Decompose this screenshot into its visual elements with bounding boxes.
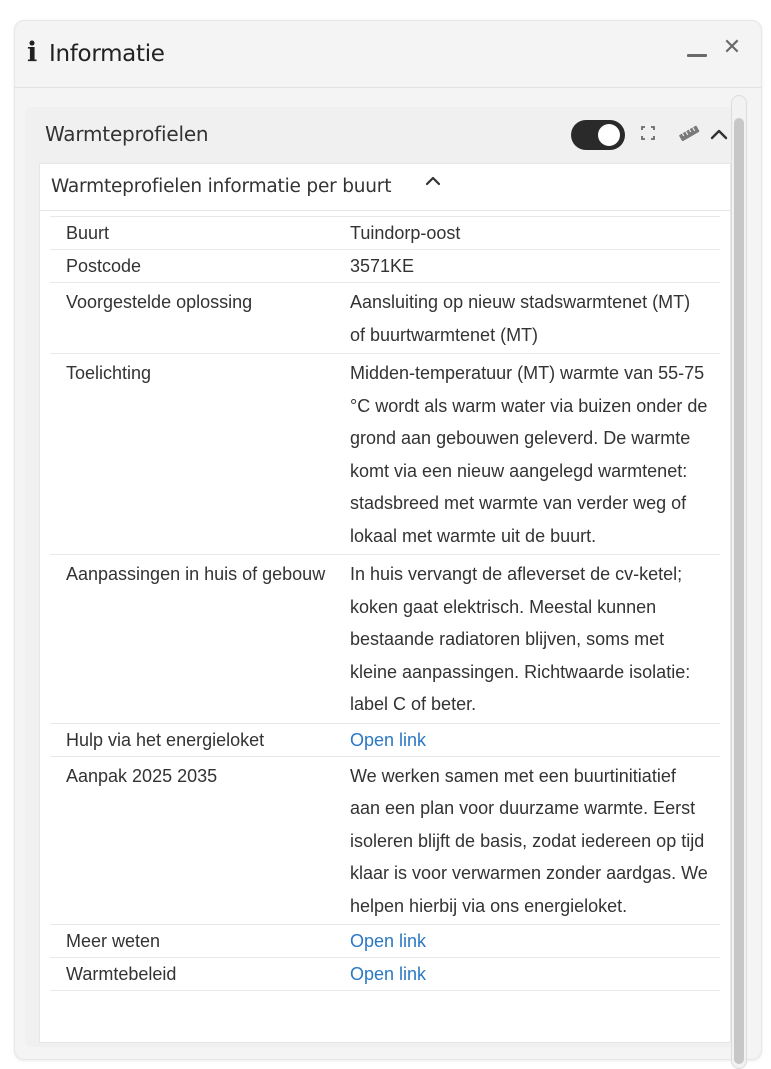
table-row <box>50 250 720 283</box>
section-title: Warmteprofielen informatie per buurt <box>51 176 392 197</box>
chevron-up-icon[interactable] <box>709 124 729 144</box>
chevron-up-icon <box>424 173 442 189</box>
panel-title: Informatie <box>49 41 165 67</box>
warmteprofielen-card <box>25 107 747 1047</box>
meer-weten-link[interactable]: Open link <box>350 931 427 951</box>
row-label: Aanpak 2025 2035 <box>50 756 350 925</box>
scrollbar-thumb[interactable] <box>734 118 744 1064</box>
energieloket-link[interactable]: Open link <box>350 729 427 750</box>
row-value: Aansluiting op nieuw stadswarmtenet (MT) of buurtwarmtenet (MT) <box>350 283 720 354</box>
table-row <box>50 925 720 958</box>
table-row <box>50 283 720 354</box>
close-button[interactable] <box>721 37 743 59</box>
info-table <box>50 216 720 991</box>
row-value: Tuindorp-oost <box>350 217 720 250</box>
row-label: Warmtebeleid <box>50 958 350 991</box>
row-value: In huis vervangt de afleverset de cv-ketel; koken gaat elektrisch. Meestal kunnen bestaande radiatoren blijven, soms met kleine aanpassingen. Richtwaarde isolatie: label C of beter. <box>350 555 720 724</box>
minimize-button[interactable] <box>686 45 708 67</box>
table-row <box>50 555 720 724</box>
row-value: We werken samen met een buurtinitiatief aan een plan voor duurzame warmte. Eerst isoleren blijft de basis, zodat iedereen op tijd klaar is voor verwarmen zonder aardgas. We helpen hierbij via ons energieloket. <box>350 756 720 925</box>
row-label: Aanpassingen in huis of gebouw <box>50 555 350 724</box>
information-panel <box>14 20 762 1060</box>
row-value: 3571KE <box>350 250 720 283</box>
row-label: Voorgestelde oplossing <box>50 283 350 354</box>
row-label: Meer weten <box>50 925 350 958</box>
scrollbar[interactable] <box>731 95 747 1069</box>
warmtebeleid-link[interactable]: Open link <box>350 964 427 984</box>
row-label: Toelichting <box>50 354 350 555</box>
table-row <box>50 723 720 756</box>
info-icon: i <box>27 37 38 68</box>
card-header <box>25 107 747 163</box>
row-value: Midden-temperatuur (MT) warmte van 55-75 °C wordt als warm water via buizen onder de grond aan gebouwen geleverd. De warmte komt via een nieuw aangelegd warmtenet: stadsbreed met warmte van verder weg of lokaal met warmte uit de buurt. <box>350 354 720 555</box>
panel-header <box>15 21 761 88</box>
card-title: Warmteprofielen <box>45 122 209 146</box>
table-row <box>50 217 720 250</box>
minimize-icon <box>687 54 707 57</box>
row-label: Buurt <box>50 217 350 250</box>
table-row <box>50 756 720 925</box>
expand-icon[interactable] <box>641 126 655 140</box>
layer-visibility-toggle[interactable] <box>571 120 625 150</box>
close-icon: ✕ <box>722 35 742 60</box>
row-label: Postcode <box>50 250 350 283</box>
ruler-icon[interactable] <box>678 125 700 141</box>
row-label: Hulp via het energieloket <box>50 723 350 756</box>
table-row <box>50 958 720 991</box>
section-header[interactable] <box>40 164 730 211</box>
card-content <box>39 163 731 1043</box>
table-row <box>50 354 720 555</box>
toggle-knob <box>598 124 620 146</box>
